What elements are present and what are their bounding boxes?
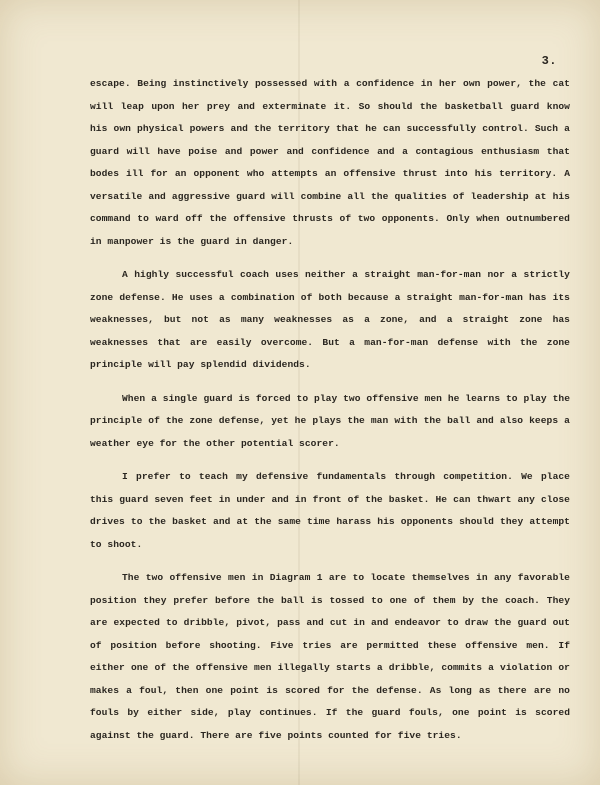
page-number: 3. [541,54,557,68]
paragraph-5: The two offensive men in Diagram 1 are to locate themselves in any favorable position they prefer before the ball is tossed to one of them by the coach. They are expected to dribble, pivot, pass and cut in and endeavor to draw the guard out of position before shooting. Five tries are permitted these offensive men. If either one of the offensive men illegally starts a dribble, commits a violation or makes a foul, then one point is scored for the defense. As long as there are no fouls by either side, play continues. If the guard fouls, one point is scored against the guard. There are five points counted for five tries. [90,572,570,741]
paragraph-4: I prefer to teach my defensive fundamentals through competition. We place this guard seven feet in under and in front of the basket. He can thwart any close drives to the basket and at the same time harass his opponents should they attempt to shoot. [90,471,570,550]
body-text [90,73,570,758]
paragraph-2: A highly successful coach uses neither a straight man-for-man nor a strictly zone defense. He uses a combination of both because a straight man-for-man has its weaknesses, but not as many weaknesses as a zone, and a straight zone has weaknesses that are easily overcome. But a man-for-man defense with the zone principle will pay splendid dividends. [90,269,570,370]
paragraph-3: When a single guard is forced to play two offensive men he learns to play the principle of the zone defense, yet he plays the man with the ball and also keeps a weather eye for the other potential scorer. [90,392,570,449]
paragraph-1: escape. Being instinctively possessed with a confidence in her own power, the cat will leap upon her prey and exterminate it. So should the basketball guard know his own physical powers and the territory that he can successfully control. Such a guard will have poise and power and confidence and a contagious enthusiasm that bodes ill for an opponent who attempts an offensive thrust into his territory. A versatile and aggressive guard will combine all the qualities of leadership at his command to ward off the offensive thrusts of two opponents. Only when outnumbered in manpower is the guard in danger. [90,78,570,247]
